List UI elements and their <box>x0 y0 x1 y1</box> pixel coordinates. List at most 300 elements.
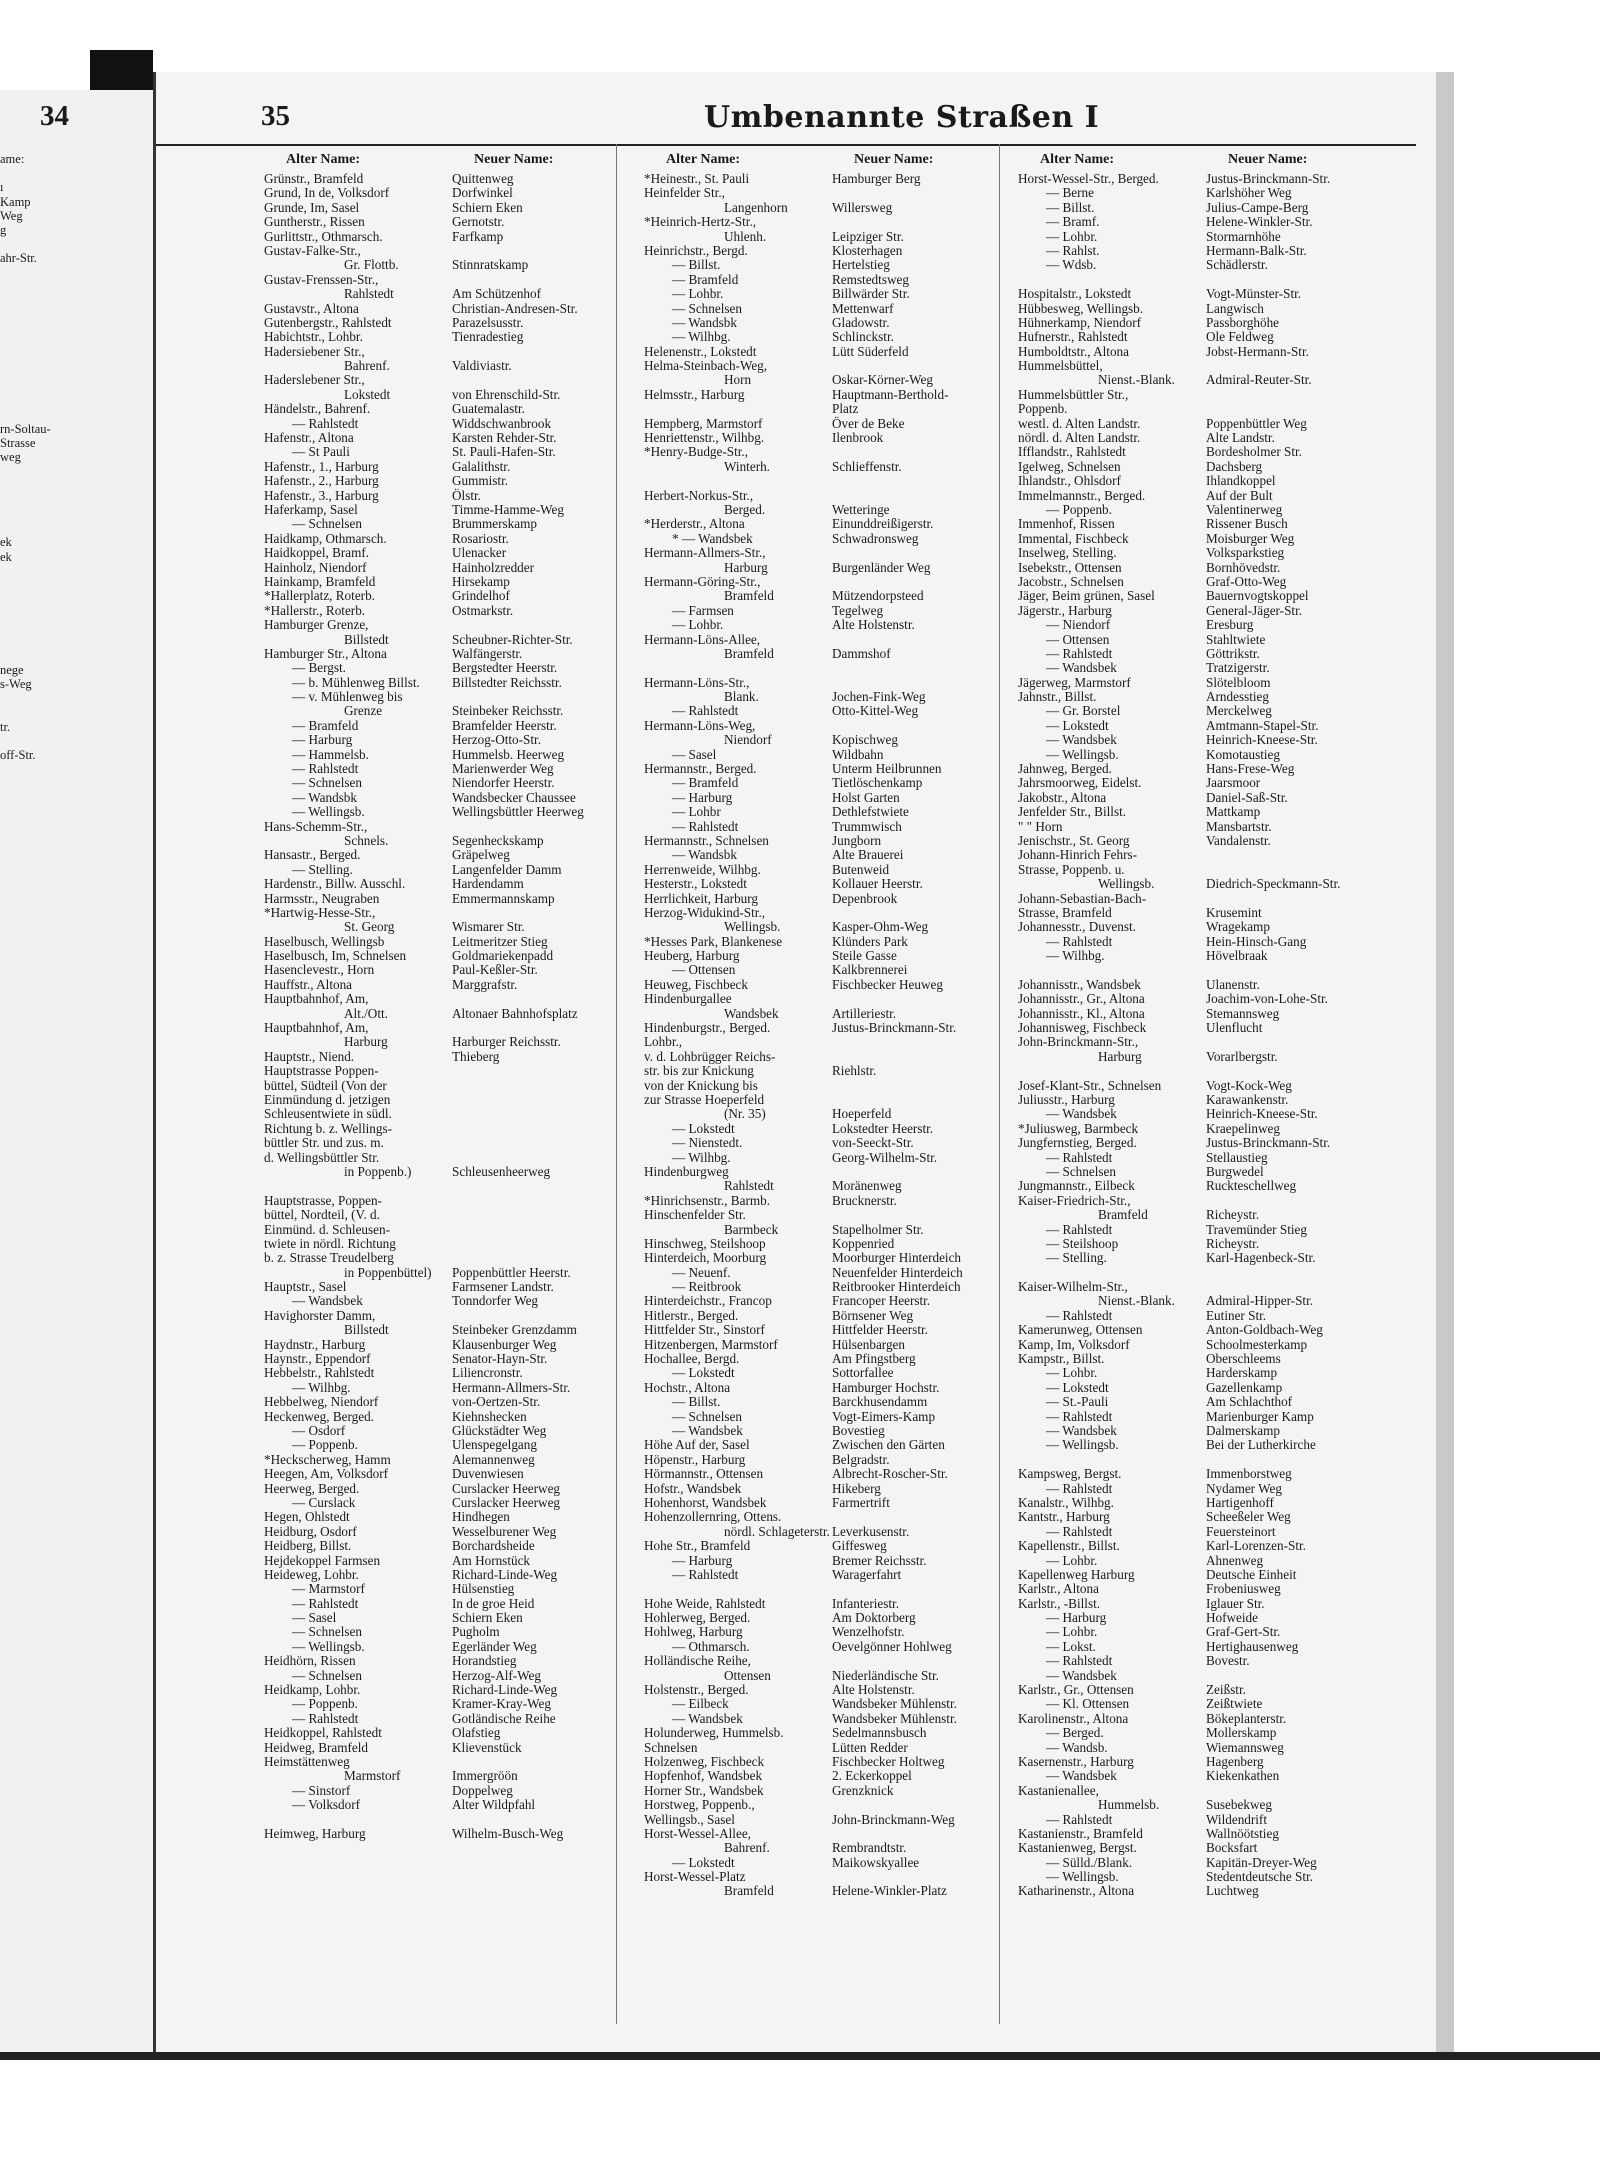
street-entry <box>264 1251 632 1265</box>
old-street-name: Haydnstr., Harburg <box>264 1337 366 1352</box>
old-street-name: Hohenhorst, Wandsbek <box>644 1495 767 1510</box>
old-street-name: — Rahlstedt <box>1046 1222 1113 1237</box>
street-entry <box>644 431 1012 445</box>
new-street-name: Ihlandkoppel <box>1206 473 1276 489</box>
new-street-name: Immergröön <box>452 1768 518 1784</box>
street-entry <box>644 172 1012 186</box>
old-street-name: Haderslebener Str., <box>264 373 365 388</box>
old-street-name: — Lohbr <box>672 805 721 820</box>
previous-page-text: ek <box>0 549 12 564</box>
old-street-name: Katharinenstr., Altona <box>1018 1884 1135 1899</box>
new-street-name: Ostmarkstr. <box>452 602 514 618</box>
old-street-name: Holunderweg, Hummelsb. <box>644 1726 784 1741</box>
new-street-name: Vogt-Eimers-Kamp <box>832 1408 936 1424</box>
old-street-name: Hermann-Löns-Weg, <box>644 718 756 733</box>
street-entry <box>264 201 632 215</box>
street-entry <box>644 244 1012 258</box>
new-street-name: Luchtweg <box>1206 1883 1259 1899</box>
street-entry <box>264 1280 632 1294</box>
new-street-name: Niendorfer Heerstr. <box>452 775 555 791</box>
new-street-name: Otto-Kittel-Weg <box>832 703 919 719</box>
street-entry <box>644 1338 1012 1352</box>
new-street-name: Daniel-Saß-Str. <box>1206 789 1288 805</box>
old-street-name: — Wellingsb. <box>1046 1870 1119 1885</box>
new-street-name: Parazelsusstr. <box>452 314 524 330</box>
new-street-name: Hauptmann-Berthold- <box>832 386 949 402</box>
new-street-name: Schlinckstr. <box>832 329 894 345</box>
old-street-name: zur Strasse Hoeperfeld <box>644 1093 765 1107</box>
street-entry <box>264 561 632 575</box>
new-street-name: Valdiviastr. <box>452 358 512 374</box>
old-street-name: Horst-Wessel-Allee, <box>644 1826 751 1841</box>
new-street-name: Barckhusendamm <box>832 1394 928 1410</box>
new-street-name: Klausenburger Weg <box>452 1336 557 1352</box>
old-street-name: — Wandsbk <box>672 315 737 330</box>
street-entry <box>644 186 1012 200</box>
old-street-name: Höhe Auf der, Sasel <box>644 1438 750 1453</box>
old-street-name: *Hinrichsenstr., Barmb. <box>644 1193 770 1208</box>
old-street-name: Blank. <box>724 690 759 705</box>
street-entry <box>644 762 1012 776</box>
old-name-header: Alter Name: <box>666 152 740 167</box>
street-entry <box>644 690 1012 704</box>
old-street-name: Heideweg, Lohbr. <box>264 1567 359 1582</box>
old-street-name: Hauptbahnhof, Am, <box>264 992 369 1007</box>
column-3 <box>1018 152 1386 1899</box>
old-street-name: Kampstr., Billst. <box>1018 1352 1105 1367</box>
old-street-name: Helma-Steinbach-Weg, <box>644 359 768 374</box>
street-entry <box>264 834 632 848</box>
new-street-name: Neuenfelder Hinterdeich <box>832 1264 963 1280</box>
street-entry <box>644 561 1012 575</box>
old-street-name: Guntherstr., Rissen <box>264 215 365 230</box>
new-street-name: Hainholzredder <box>452 559 535 575</box>
street-entry <box>644 1266 1012 1280</box>
street-entry <box>1018 445 1386 459</box>
new-street-name: Harderskamp <box>1206 1365 1278 1381</box>
street-entry <box>644 1841 1012 1855</box>
old-street-name: Jungfernstieg, Berged. <box>1018 1136 1137 1151</box>
previous-page-text: ahr-Str. <box>0 251 37 266</box>
old-street-name: — Rahlstedt <box>672 1567 739 1582</box>
old-street-name: — Harburg <box>672 790 733 805</box>
new-street-name: Susebekweg <box>1206 1797 1272 1813</box>
old-street-name: Uhlenh. <box>724 229 767 244</box>
old-street-name: — St.-Pauli <box>1046 1395 1109 1410</box>
street-entry <box>264 604 632 618</box>
street-entry <box>644 791 1012 805</box>
new-street-name: Einunddreißigerstr. <box>832 516 934 532</box>
new-street-name: Christian-Andresen-Str. <box>452 300 578 316</box>
street-entry <box>1018 963 1386 977</box>
old-street-name: büttel, Südteil (Von der <box>264 1078 387 1093</box>
street-entry <box>1018 805 1386 819</box>
old-street-name: — Sülld./Blank. <box>1046 1855 1133 1870</box>
new-street-name: Leverkusenstr. <box>832 1523 910 1539</box>
street-entry <box>644 1611 1012 1625</box>
new-street-name: Gummistr. <box>452 473 509 489</box>
old-street-name: Herrenweide, Wilhbg. <box>644 862 761 877</box>
new-street-name: Zeißtwiete <box>1206 1696 1263 1712</box>
old-street-name: Johannisstr., Kl., Altona <box>1018 1006 1145 1021</box>
new-street-name: Hertighausenweg <box>1206 1638 1299 1654</box>
old-street-name: Hinschenfelder Str. <box>644 1208 746 1223</box>
street-entry <box>644 532 1012 546</box>
new-street-name: Hans-Frese-Weg <box>1206 761 1295 777</box>
street-entry <box>264 704 632 718</box>
new-street-name: Moisburger Weg <box>1206 530 1295 546</box>
street-entry <box>264 1223 632 1237</box>
street-entry <box>264 1438 632 1452</box>
new-street-name: Butenweid <box>832 861 890 877</box>
previous-page-text: tr. <box>0 720 11 734</box>
previous-page-text: s-Weg <box>0 677 32 692</box>
street-entry <box>1018 1510 1386 1524</box>
street-entry <box>1018 906 1386 920</box>
street-entry <box>644 1064 1012 1078</box>
old-street-name: — Lokstedt <box>672 1121 735 1136</box>
old-street-name: Heegen, Am, Volksdorf <box>264 1467 389 1482</box>
old-street-name: — Rahlstedt <box>1046 1812 1113 1827</box>
street-entry <box>644 417 1012 431</box>
old-street-name: Hörmannstr., Ottensen <box>644 1467 764 1482</box>
old-street-name: Igelweg, Schnelsen <box>1018 459 1121 474</box>
street-entry <box>644 1136 1012 1150</box>
new-street-name: Graf-Otto-Weg <box>1206 573 1287 589</box>
old-street-name: Hans-Schemm-Str., <box>264 819 368 834</box>
old-street-name: — Wilhbg. <box>672 330 731 345</box>
old-street-name: — Harburg <box>292 733 353 748</box>
new-street-name: Bramfelder Heerstr. <box>452 717 557 733</box>
new-street-name: Am Doktorberg <box>832 1610 916 1626</box>
street-entry <box>644 1208 1012 1222</box>
street-entry <box>644 1194 1012 1208</box>
street-entry <box>1018 978 1386 992</box>
street-entry <box>1018 992 1386 1006</box>
new-street-name: Goldmariekenpadd <box>452 948 554 964</box>
new-street-name: Moränenweg <box>832 1178 902 1194</box>
new-street-name: Oberschleems <box>1206 1351 1281 1367</box>
old-street-name: Bramfeld <box>724 1884 774 1899</box>
new-street-name: Oevelgönner Hohlweg <box>832 1638 952 1654</box>
street-entry <box>1018 1496 1386 1510</box>
old-street-name: Hauptbahnhof, Am, <box>264 1021 369 1036</box>
old-street-name: Hainkamp, Bramfeld <box>264 574 376 589</box>
street-entry <box>1018 1050 1386 1064</box>
old-street-name: — Rahlstedt <box>1046 1409 1113 1424</box>
street-entry <box>264 1266 632 1280</box>
street-entry <box>644 1755 1012 1769</box>
old-street-name: Johannisstr., Gr., Altona <box>1018 992 1145 1007</box>
street-entry <box>1018 1021 1386 1035</box>
old-street-name: — Lokstedt <box>1046 1380 1109 1395</box>
old-street-name: — Rahlstedt <box>292 1596 359 1611</box>
old-street-name: Inselweg, Stelling. <box>1018 546 1117 561</box>
street-entry <box>264 1769 632 1783</box>
old-street-name: — Eilbeck <box>672 1697 729 1712</box>
street-entry <box>644 489 1012 503</box>
old-street-name: Hübbesweg, Wellingsb. <box>1018 301 1144 316</box>
old-street-name: — Marmstorf <box>292 1582 365 1597</box>
new-street-name: In de groe Heid <box>452 1595 535 1611</box>
old-street-name: Hauptstrasse Poppen- <box>264 1064 379 1079</box>
new-street-name: Hermann-Allmers-Str. <box>452 1379 571 1395</box>
old-street-name: — Schnelsen <box>292 517 362 532</box>
old-street-name: Hochallee, Bergd. <box>644 1352 740 1367</box>
new-street-name: Alte Holstenstr. <box>832 1682 915 1698</box>
street-entry <box>264 618 632 632</box>
new-street-name: Börnsener Weg <box>832 1307 914 1323</box>
new-street-name: Wismarer Str. <box>452 919 525 935</box>
street-entry <box>1018 1582 1386 1596</box>
street-entry <box>1018 892 1386 906</box>
old-street-name: Hopfenhof, Wandsbek <box>644 1769 763 1784</box>
old-street-name: — Harburg <box>672 1553 733 1568</box>
column-header <box>644 152 1012 172</box>
old-street-name: Haselbusch, Wellingsb <box>264 934 385 949</box>
old-street-name: Johann-Sebastian-Bach- <box>1018 891 1147 906</box>
new-street-name: Bordesholmer Str. <box>1206 444 1302 460</box>
street-entry <box>264 1381 632 1395</box>
old-street-name: Hufnerstr., Rahlstedt <box>1018 330 1128 345</box>
street-entry <box>644 1625 1012 1639</box>
new-street-name: Travemünder Stieg <box>1206 1221 1307 1237</box>
street-entry <box>264 1107 632 1121</box>
street-entry <box>644 1769 1012 1783</box>
street-entry <box>264 1079 632 1093</box>
street-entry <box>1018 1856 1386 1870</box>
old-street-name: Hainholz, Niendorf <box>264 560 367 575</box>
new-street-name: Klosterhagen <box>832 242 903 258</box>
street-entry <box>1018 733 1386 747</box>
new-street-name: Gladowstr. <box>832 314 890 330</box>
street-entry <box>1018 748 1386 762</box>
new-street-name: Heinrich-Kneese-Str. <box>1206 1106 1318 1122</box>
street-entry <box>1018 633 1386 647</box>
old-street-name: Harburg <box>724 560 768 575</box>
street-entry <box>644 1741 1012 1755</box>
new-street-name: Wiemannsweg <box>1206 1739 1284 1755</box>
previous-page-text: g <box>0 223 7 237</box>
new-street-name: Herzog-Alf-Weg <box>452 1667 542 1683</box>
street-entry <box>264 589 632 603</box>
new-street-name: Langwisch <box>1206 300 1264 316</box>
new-street-name: Hofweide <box>1206 1610 1258 1626</box>
old-street-name: Bramfeld <box>1098 1208 1148 1223</box>
street-entry <box>1018 460 1386 474</box>
old-street-name: Jacobstr., Schnelsen <box>1018 574 1124 589</box>
street-entry <box>264 1597 632 1611</box>
old-street-name: — Wdsb. <box>1046 258 1097 273</box>
old-street-name: — Billst. <box>672 1395 721 1410</box>
old-street-name: Hamburger Grenze, <box>264 618 369 633</box>
previous-page-text: off-Str. <box>0 748 36 763</box>
street-entry <box>264 1697 632 1711</box>
old-street-name: — Rahlstedt <box>1046 646 1113 661</box>
street-entry <box>644 805 1012 819</box>
new-street-name: Unterm Heilbrunnen <box>832 761 942 777</box>
new-street-name: Brummerskamp <box>452 516 537 532</box>
street-entry <box>1018 316 1386 330</box>
new-street-name: Stapelholmer Str. <box>832 1221 924 1237</box>
street-entry <box>644 359 1012 373</box>
street-entry <box>1018 647 1386 661</box>
new-street-name: Artilleriestr. <box>832 1005 897 1021</box>
previous-page-text: ı <box>0 180 4 195</box>
old-street-name: Heinrichstr., Bergd. <box>644 243 748 258</box>
street-entry <box>644 1568 1012 1582</box>
street-entry <box>644 1510 1012 1524</box>
old-street-name: Heidkamp, Lohbr. <box>264 1683 361 1698</box>
street-entry <box>1018 172 1386 186</box>
new-street-name: Brucknerstr. <box>832 1192 897 1208</box>
old-street-name: — v. Mühlenweg bis <box>292 690 403 705</box>
street-entry <box>264 1712 632 1726</box>
street-entry <box>644 1640 1012 1654</box>
old-street-name: Lokstedt <box>344 387 391 402</box>
old-street-name: — Wandsbek <box>1046 1668 1117 1683</box>
new-street-name: Tienradestieg <box>452 329 524 345</box>
street-entry <box>644 1021 1012 1035</box>
old-street-name: — Lohbr. <box>672 287 724 302</box>
new-street-name: Göttrikstr. <box>1206 645 1260 661</box>
new-street-name: Auf der Bult <box>1206 487 1273 503</box>
street-entry <box>644 935 1012 949</box>
street-entry <box>1018 1093 1386 1107</box>
old-street-name: b. z. Strasse Treudelberg <box>264 1251 394 1266</box>
old-street-name: Humboldtstr., Altona <box>1018 344 1129 359</box>
old-street-name: — Othmarsch. <box>672 1639 750 1654</box>
new-street-name: von-Seeckt-Str. <box>832 1135 914 1151</box>
old-street-name: Hitzenbergen, Marmstorf <box>644 1337 778 1352</box>
old-street-name: St. Georg <box>344 920 395 935</box>
old-street-name: Hadersiebener Str., <box>264 344 365 359</box>
new-street-name: Diedrich-Speckmann-Str. <box>1206 876 1341 892</box>
new-street-name: Herzog-Otto-Str. <box>452 732 541 748</box>
old-street-name: Barmbeck <box>724 1222 779 1237</box>
old-street-name: Immental, Fischbeck <box>1018 531 1129 546</box>
old-street-name: Hejdekoppel Farmsen <box>264 1553 381 1568</box>
new-street-name: Egerländer Weg <box>452 1638 537 1654</box>
old-street-name: Wellingsb., Sasel <box>644 1812 735 1827</box>
street-entry <box>264 1625 632 1639</box>
old-street-name: — Poppenb. <box>292 1697 358 1712</box>
street-entry <box>1018 373 1386 387</box>
old-street-name: Jahnweg, Berged. <box>1018 762 1112 777</box>
old-street-name: Immenhof, Rissen <box>1018 517 1115 532</box>
new-street-name: Oskar-Körner-Weg <box>832 372 933 388</box>
street-entry <box>644 978 1012 992</box>
street-entry <box>644 258 1012 272</box>
old-street-name: Juliusstr., Harburg <box>1018 1093 1115 1107</box>
street-entry <box>644 676 1012 690</box>
street-entry <box>644 1827 1012 1841</box>
new-street-name: Wildbahn <box>832 746 884 762</box>
street-entry <box>1018 1151 1386 1165</box>
new-street-name: Hummelsb. Heerweg <box>452 746 565 762</box>
street-entry <box>644 1726 1012 1740</box>
old-street-name: Haidkamp, Othmarsch. <box>264 531 387 546</box>
street-entry <box>264 1539 632 1553</box>
street-entry <box>264 1654 632 1668</box>
street-entry <box>644 474 1012 488</box>
old-street-name: Horst-Wessel-Str., Berged. <box>1018 172 1159 186</box>
new-street-name: Schiern Eken <box>452 199 523 215</box>
new-street-name: Merckelweg <box>1206 703 1272 719</box>
street-entry <box>644 618 1012 632</box>
new-street-name: Widdschwanbrook <box>452 415 552 431</box>
street-entry <box>1018 1165 1386 1179</box>
new-street-name: Admiral-Hipper-Str. <box>1206 1293 1314 1309</box>
new-street-name: Dalmerskamp <box>1206 1422 1280 1438</box>
new-street-name: Kramer-Kray-Weg <box>452 1696 551 1712</box>
new-street-name: Iglauer Str. <box>1206 1595 1265 1611</box>
old-street-name: — Poppenb. <box>292 1438 358 1453</box>
street-entry <box>1018 1323 1386 1337</box>
new-street-name: Dachsberg <box>1206 458 1263 474</box>
scan-bottom-band <box>0 2052 1600 2060</box>
old-street-name: — Wellingsb. <box>292 805 365 820</box>
street-entry <box>264 1035 632 1049</box>
old-street-name: Hauptstr., Niend. <box>264 1049 355 1064</box>
old-street-name: Jungmannstr., Eilbeck <box>1018 1179 1135 1194</box>
old-street-name: — Schnelsen <box>292 776 362 791</box>
new-street-name: Nydamer Weg <box>1206 1480 1282 1496</box>
new-street-name: Horandstieg <box>452 1653 517 1669</box>
street-entry <box>644 1683 1012 1697</box>
street-entry <box>644 1597 1012 1611</box>
old-street-name: Jahrsmoorweg, Eidelst. <box>1018 776 1142 791</box>
old-street-name: " " Horn <box>1018 819 1063 834</box>
old-street-name: — Lohbr. <box>1046 1366 1098 1381</box>
street-entry <box>264 373 632 387</box>
street-entry <box>264 719 632 733</box>
old-street-name: Heuberg, Harburg <box>644 949 740 964</box>
old-street-name: Wellingsb. <box>1098 877 1155 892</box>
old-street-name: — Rahlstedt <box>672 819 739 834</box>
street-entry <box>644 1669 1012 1683</box>
new-street-name: Över de Beke <box>832 415 905 431</box>
new-street-name: Bovestieg <box>832 1422 885 1438</box>
new-street-name: Vorarlbergstr. <box>1206 1048 1278 1064</box>
new-street-name: Hagenberg <box>1206 1753 1264 1769</box>
street-entry <box>264 388 632 402</box>
old-street-name: Richtung b. z. Wellings- <box>264 1121 392 1136</box>
street-entry <box>264 503 632 517</box>
old-street-name: Hohenzollernring, Ottens. <box>644 1510 782 1525</box>
street-entry <box>264 949 632 963</box>
old-street-name: Jägerstr., Harburg <box>1018 603 1112 618</box>
old-street-name: — Lokst. <box>1046 1639 1096 1654</box>
street-entry <box>264 1136 632 1150</box>
street-entry <box>264 1755 632 1769</box>
street-entry <box>264 820 632 834</box>
old-street-name: — Volksdorf <box>292 1798 361 1813</box>
old-street-name: Händelstr., Bahrenf. <box>264 402 371 417</box>
new-street-name: Wildendrift <box>1206 1811 1267 1827</box>
old-street-name: Jenfelder Str., Billst. <box>1018 805 1127 820</box>
street-entry <box>644 992 1012 1006</box>
street-entry <box>264 186 632 200</box>
new-street-name: Schiern Eken <box>452 1610 523 1626</box>
new-street-name: Farmertrift <box>832 1494 890 1510</box>
previous-page-text: ame: <box>0 152 25 166</box>
new-street-name: Thieberg <box>452 1048 500 1064</box>
street-entry <box>264 359 632 373</box>
old-street-name: Hinschweg, Steilshoop <box>644 1236 766 1251</box>
street-entry <box>264 402 632 416</box>
new-street-name: Klünders Park <box>832 933 908 949</box>
